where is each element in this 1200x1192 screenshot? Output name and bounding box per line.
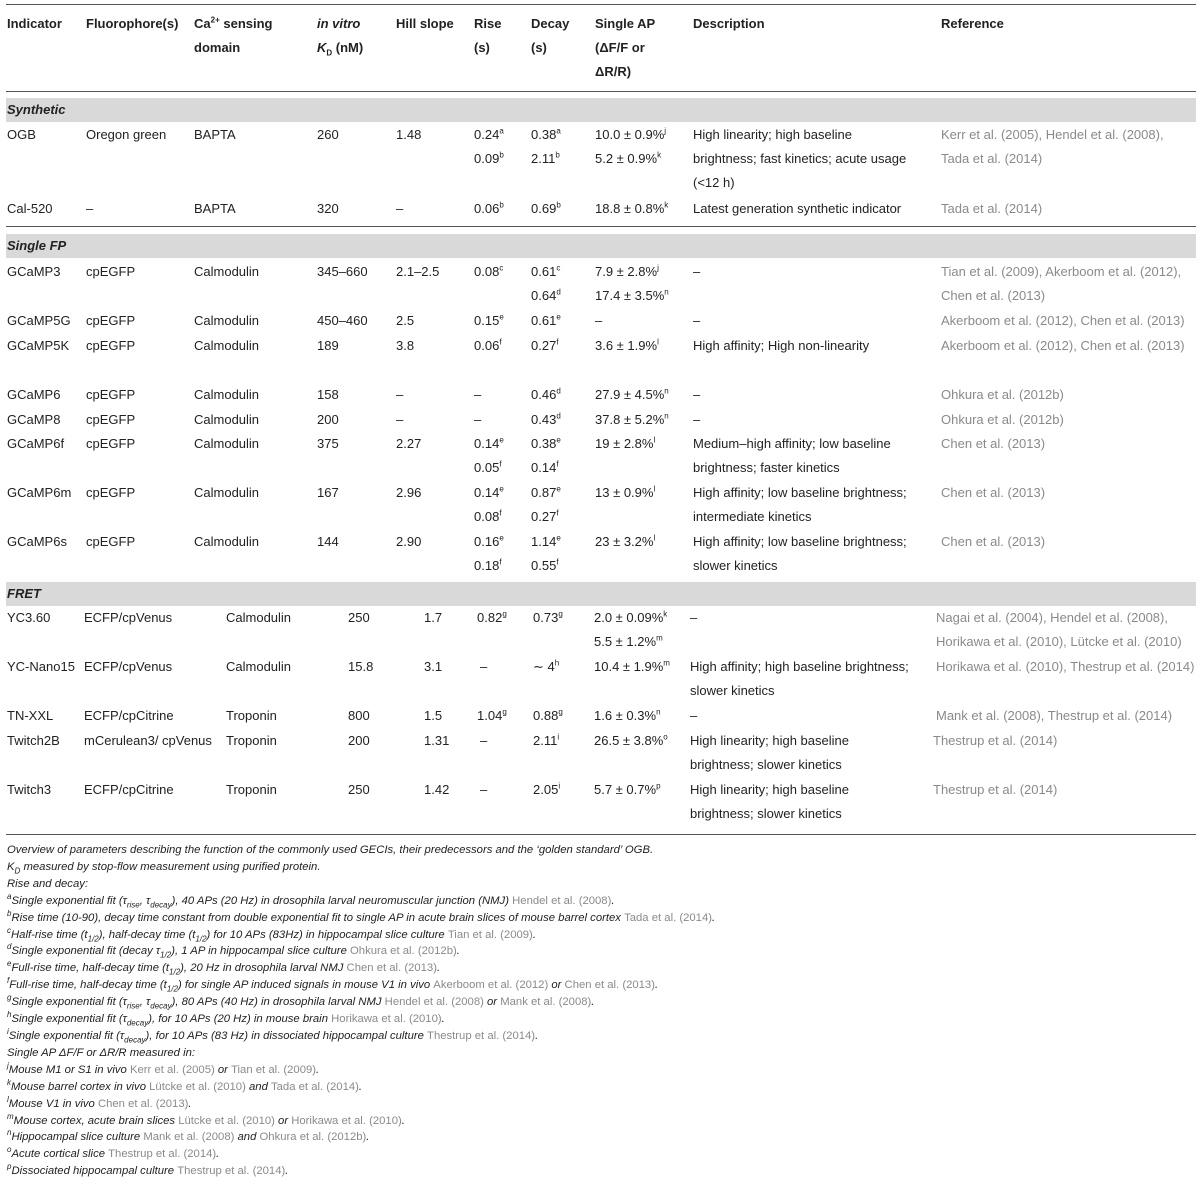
cell-reference: Horikawa et al. (2010), Thestrup et al. (2014) (936, 659, 1195, 674)
cell-indicator: GCaMP5K (7, 338, 70, 353)
cell-kd: 250 (348, 782, 370, 797)
cell-rise: – (474, 387, 482, 402)
cell-rise: – (480, 733, 488, 748)
cell-fluorophore: cpEGFP (86, 534, 136, 549)
footnote-overview: Overview of parameters describing the function of the commonly used GECIs, their predecessors and the ‘golden standard’ OGB. (7, 844, 654, 856)
cell-description: – (693, 387, 701, 402)
section-title-synthetic: Synthetic (7, 102, 66, 117)
cell-reference: Ohkura et al. (2012b) (941, 387, 1064, 402)
cell-description: High linearity; high baseline brightness; slower kinetics (690, 782, 849, 821)
cell-reference: Thestrup et al. (2014) (933, 782, 1058, 797)
cell-single-ap: 26.5 ± 3.8%$^o$ (594, 732, 668, 748)
cell-indicator: YC3.60 (7, 610, 51, 625)
footnote-h: $^h$Single exponential fit $(\tau_{decay})$, for 10 APs (20 Hz) in mouse brain Horikawa et al. (2010). (7, 1010, 445, 1028)
footnote-c: $^c$Half-rise time $(t_{1/2})$, half-decay time $(t_{1/2})$ for 10 APs (83Hz) in hippocampal slice culture Tian et al. (2009). (7, 925, 536, 943)
footnote-n: $^n$Hippocampal slice culture Mank et al. (2008) and Ohkura et al. (2012b). (7, 1128, 370, 1144)
header-reference: Reference (941, 16, 1004, 31)
cell-decay: 0.69$^b$ (531, 200, 561, 216)
cell-reference: Tada et al. (2014) (941, 201, 1043, 216)
cell-kd: 167 (317, 485, 339, 500)
cell-kd: 200 (348, 733, 370, 748)
cell-rise: 0.15e (474, 312, 504, 328)
cell-reference: Ohkura et al. (2012b) (941, 412, 1064, 427)
cell-indicator: GCaMP6f (7, 436, 65, 451)
footnote-ap-heading: Single AP ΔF/F or ΔR/R measured in: (7, 1046, 196, 1059)
cell-rise: 1.04$^g$ (477, 707, 507, 723)
cell-domain: BAPTA (194, 201, 236, 216)
header-single-ap: Single AP (ΔF/F or ΔR/R) (595, 16, 656, 79)
cell-hill: 2.90 (396, 534, 422, 549)
cell-rise: – (480, 782, 488, 797)
cell-hill: 2.5 (396, 313, 415, 328)
cell-reference: Nagai et al. (2004), Hendel et al. (2008), Horikawa et al. (2010), Lütcke et al. (2010) (936, 610, 1182, 649)
cell-hill: 2.1–2.5 (396, 264, 440, 279)
cell-domain: Troponin (226, 733, 277, 748)
cell-decay: 0.46$^d$ (531, 386, 561, 402)
cell-description: – (693, 264, 701, 279)
cell-indicator: Twitch3 (7, 782, 52, 797)
header-indicator: Indicator (7, 16, 62, 31)
cell-kd: 158 (317, 387, 339, 402)
cell-decay: 2.11$^i$ (533, 732, 560, 748)
cell-fluorophore: mCerulean3/ cpVenus (84, 733, 212, 748)
section-band-fret (6, 582, 1196, 606)
header-decay: Decay (s) (531, 16, 570, 55)
footnote-p: $^p$Dissociated hippocampal culture Thestrup et al. (2014). (7, 1162, 289, 1178)
cell-single-ap: 2.0 ± 0.09%$^k$ 5.5 ± 1.2%$^m$ (594, 609, 668, 649)
cell-hill: 2.27 (396, 436, 422, 451)
cell-description: High affinity; low baseline brightness; intermediate kinetics (693, 485, 907, 524)
cell-fluorophore: cpEGFP (86, 387, 136, 402)
cell-description: – (690, 610, 698, 625)
cell-single-ap: 7.9 ± 2.8%$^j$ 17.4 ± 3.5%$^n$ (595, 263, 669, 303)
cell-decay: 0.27$^f$ (531, 337, 559, 353)
cell-domain: Calmodulin (194, 338, 260, 353)
cell-reference: Chen et al. (2013) (941, 436, 1046, 451)
cell-decay: 0.73$^g$ (533, 609, 563, 625)
cell-hill: 3.8 (396, 338, 415, 353)
cell-description: – (693, 412, 701, 427)
cell-fluorophore: cpEGFP (86, 436, 136, 451)
cell-reference: Thestrup et al. (2014) (933, 733, 1058, 748)
cell-hill: 3.1 (424, 659, 443, 674)
cell-rise: 0.14e 0.05$^f$ (474, 435, 504, 475)
cell-fluorophore: ECFP/cpVenus (84, 610, 173, 625)
cell-description: High linearity; high baseline brightness; fast kinetics; acute usage (<12 h) (693, 127, 907, 190)
cell-kd: 450–460 (317, 313, 368, 328)
footnote-e: $^e$Full-rise time, half-decay time $(t_{1/2})$, 20 Hz in drosophila larval NMJ Chen et al. (2013). (7, 959, 441, 977)
cell-description: – (693, 313, 701, 328)
cell-domain: Calmodulin (194, 412, 260, 427)
header-description: Description (693, 16, 765, 31)
footnote-j: $^j$Mouse M1 or S1 in vivo Kerr et al. (2005) or Tian et al. (2009). (7, 1061, 320, 1076)
cell-decay: 1.14e 0.55$^f$ (531, 533, 561, 573)
cell-indicator: GCaMP6 (7, 387, 61, 402)
cell-hill: – (396, 412, 404, 427)
cell-decay: 0.87e 0.27$^f$ (531, 484, 561, 524)
footnote-g: $^g$Single exponential fit ($\tau_{rise}$, $\tau_{decay}$), 80 APs (40 Hz) in drosophila larval NMJ Hendel et al. (2008) or Mank et al. (2008). (7, 993, 595, 1011)
cell-single-ap: 13 ± 0.9%$^l$ (595, 484, 656, 500)
footnote-k: $^k$Mouse barrel cortex in vivo Lütcke et al. (2010) and Tada et al. (2014). (7, 1077, 363, 1093)
footnote-m: $^m$Mouse cortex, acute brain slices Lütcke et al. (2010) or Horikawa et al. (2010). (7, 1111, 405, 1127)
cell-rise: 0.06$^f$ (474, 337, 502, 353)
section-title-single-fp: Single FP (7, 238, 67, 253)
footnote-o: $^o$Acute cortical slice Thestrup et al. (2014). (7, 1145, 220, 1161)
cell-rise: 0.06$^b$ (474, 200, 504, 216)
cell-kd: 260 (317, 127, 339, 142)
cell-kd: 15.8 (348, 659, 374, 674)
cell-single-ap: 10.4 ± 1.9%$^m$ (594, 658, 670, 674)
cell-kd: 144 (317, 534, 339, 549)
header-fluorophore: Fluorophore(s) (86, 16, 179, 31)
cell-fluorophore: cpEGFP (86, 485, 136, 500)
cell-decay: 0.43$^d$ (531, 411, 561, 427)
cell-indicator: GCaMP8 (7, 412, 61, 427)
cell-reference: Mank et al. (2008), Thestrup et al. (2014) (936, 708, 1173, 723)
cell-domain: Calmodulin (194, 436, 260, 451)
cell-decay: 0.38$^a$ 2.11$^b$ (531, 126, 561, 166)
cell-domain: Calmodulin (194, 387, 260, 402)
footnote-b: $^b$Rise time (10-90), decay time constant from double exponential fit to single AP in acute brain slices of mouse barrel cortex Tada et al. (2014). (7, 908, 716, 924)
cell-rise: – (480, 659, 488, 674)
cell-single-ap: 23 ± 3.2%$^l$ (595, 533, 656, 549)
cell-indicator: GCaMP3 (7, 264, 61, 279)
cell-hill: 2.96 (396, 485, 422, 500)
cell-indicator: GCaMP6m (7, 485, 72, 500)
cell-indicator: OGB (7, 127, 36, 142)
cell-decay: 2.05$^i$ (533, 781, 561, 797)
cell-description: High affinity; high baseline brightness; slower kinetics (690, 659, 909, 698)
footnote-l: $^l$Mouse V1 in vivo Chen et al. (2013). (7, 1094, 192, 1110)
cell-kd: 345–660 (317, 264, 368, 279)
cell-decay: 0.38e 0.14$^f$ (531, 435, 561, 475)
cell-single-ap: 37.8 ± 5.2%$^n$ (595, 411, 669, 427)
cell-single-ap: 10.0 ± 0.9%$^j$ 5.2 ± 0.9%$^k$ (595, 126, 667, 166)
cell-hill: 1.48 (396, 127, 422, 142)
cell-reference: Chen et al. (2013) (941, 534, 1046, 549)
header-rule (6, 91, 1196, 92)
cell-decay: 0.61e (531, 312, 561, 328)
cell-domain: Calmodulin (194, 264, 260, 279)
cell-reference: Akerboom et al. (2012), Chen et al. (2013) (941, 313, 1185, 328)
cell-single-ap: 19 ± 2.8%$^l$ (595, 435, 656, 451)
cell-rise: – (474, 412, 482, 427)
cell-indicator: YC-Nano15 (7, 659, 75, 674)
footnote-i: $^i$Single exponential fit $(\tau_{decay})$, for 10 APs (83 Hz) in dissociated hippocampal culture Thestrup et al. (2014). (7, 1027, 539, 1045)
cell-description: High affinity; High non-linearity (693, 338, 870, 353)
footnote-rise-decay-heading: Rise and decay: (7, 877, 89, 890)
cell-fluorophore: cpEGFP (86, 313, 136, 328)
cell-description: Medium–high affinity; low baseline brightness; faster kinetics (693, 436, 891, 475)
cell-indicator: GCaMP5G (7, 313, 71, 328)
cell-fluorophore: ECFP/cpCitrine (84, 708, 174, 723)
cell-description: High affinity; low baseline brightness; slower kinetics (693, 534, 907, 573)
cell-rise: 0.08$^c$ (474, 263, 504, 279)
table-bottom-rule (6, 834, 1196, 835)
cell-kd: 189 (317, 338, 339, 353)
cell-domain: BAPTA (194, 127, 236, 142)
header-kd: in vitro $K_D$ (nM) (317, 16, 364, 58)
section-band-synthetic (6, 98, 1196, 122)
cell-domain: Calmodulin (194, 485, 260, 500)
cell-single-ap: – (595, 313, 603, 328)
cell-single-ap: 27.9 ± 4.5%$^n$ (595, 386, 669, 402)
cell-hill: – (396, 387, 404, 402)
cell-indicator: TN-XXL (7, 708, 54, 723)
cell-fluorophore: ECFP/cpVenus (84, 659, 173, 674)
cell-kd: 250 (348, 610, 370, 625)
cell-domain: Troponin (226, 708, 277, 723)
cell-single-ap: 3.6 ± 1.9%$^l$ (595, 337, 659, 353)
cell-kd: 320 (317, 201, 339, 216)
footnote-kd: $K_D$ measured by stop-flow measurement using purified protein. (7, 860, 321, 876)
cell-single-ap: 1.6 ± 0.3%$^n$ (594, 707, 661, 723)
footnote-a: $^a$Single exponential fit ($\tau_{rise}$, $\tau_{decay}$), 40 APs (20 Hz) in drosophila larval neuromuscular junction (NMJ) Hendel et al. (2008). (7, 891, 615, 909)
cell-reference: Chen et al. (2013) (941, 485, 1046, 500)
cell-fluorophore: cpEGFP (86, 264, 136, 279)
cell-indicator: GCaMP6s (7, 534, 67, 549)
cell-reference: Tian et al. (2009), Akerboom et al. (2012), Chen et al. (2013) (941, 264, 1182, 303)
header-hill-slope: Hill slope (396, 16, 454, 31)
header-rise: Rise (s) (474, 16, 502, 55)
cell-kd: 375 (317, 436, 339, 451)
table-footnotes (7, 842, 1187, 1180)
cell-rise: 0.16e 0.18$^f$ (474, 533, 504, 573)
footnote-f: $^f$Full-rise time, half-decay time $(t_{1/2})$ for single AP induced signals in mouse V1 in vivo Akerboom et al. (2012) or Chen et al. (2013). (7, 976, 659, 994)
cell-domain: Calmodulin (226, 659, 292, 674)
section-band-single-fp (6, 234, 1196, 258)
cell-description: High linearity; high baseline brightness; slower kinetics (690, 733, 849, 772)
cell-reference: Akerboom et al. (2012), Chen et al. (2013) (941, 338, 1185, 353)
footnote-d: $^d$Single exponential fit (decay $\tau_{1/2}$), 1 AP in hippocampal slice culture Ohkura et al. (2012b). (7, 942, 460, 960)
cell-rise: 0.82$^g$ (477, 609, 507, 625)
cell-domain: Troponin (226, 782, 277, 797)
cell-single-ap: 18.8 ± 0.8%$^k$ (595, 200, 669, 216)
cell-hill: 1.7 (424, 610, 443, 625)
cell-decay: ∼ 4$^h$ (533, 658, 560, 674)
cell-kd: 800 (348, 708, 370, 723)
header-ca-sensing-domain: $Ca^{2+}$ sensing domain (194, 15, 273, 55)
cell-hill: 1.31 (424, 733, 450, 748)
cell-decay: 0.61$^c$ 0.64$^d$ (531, 263, 561, 303)
cell-reference: Kerr et al. (2005), Hendel et al. (2008), Tada et al. (2014) (941, 127, 1164, 166)
cell-fluorophore: cpEGFP (86, 412, 136, 427)
section-title-fret: FRET (7, 586, 41, 601)
cell-kd: 200 (317, 412, 339, 427)
cell-domain: Calmodulin (194, 534, 260, 549)
cell-fluorophore: – (86, 201, 94, 216)
cell-single-ap: 5.7 ± 0.7%$^p$ (594, 781, 661, 797)
cell-indicator: Cal-520 (7, 201, 53, 216)
table-top-rule (6, 4, 1196, 5)
cell-description: – (690, 708, 698, 723)
cell-domain: Calmodulin (226, 610, 292, 625)
section-rule (6, 226, 1196, 227)
cell-hill: 1.42 (424, 782, 450, 797)
cell-hill: – (396, 201, 404, 216)
cell-fluorophore: Oregon green (86, 127, 167, 142)
cell-hill: 1.5 (424, 708, 443, 723)
cell-decay: 0.88$^g$ (533, 707, 563, 723)
cell-rise: 0.24$^a$ 0.09$^b$ (474, 126, 504, 166)
cell-indicator: Twitch2B (7, 733, 60, 748)
cell-rise: 0.14e 0.08$^f$ (474, 484, 504, 524)
cell-fluorophore: cpEGFP (86, 338, 136, 353)
cell-fluorophore: ECFP/cpCitrine (84, 782, 174, 797)
cell-domain: Calmodulin (194, 313, 260, 328)
cell-description: Latest generation synthetic indicator (693, 201, 902, 216)
